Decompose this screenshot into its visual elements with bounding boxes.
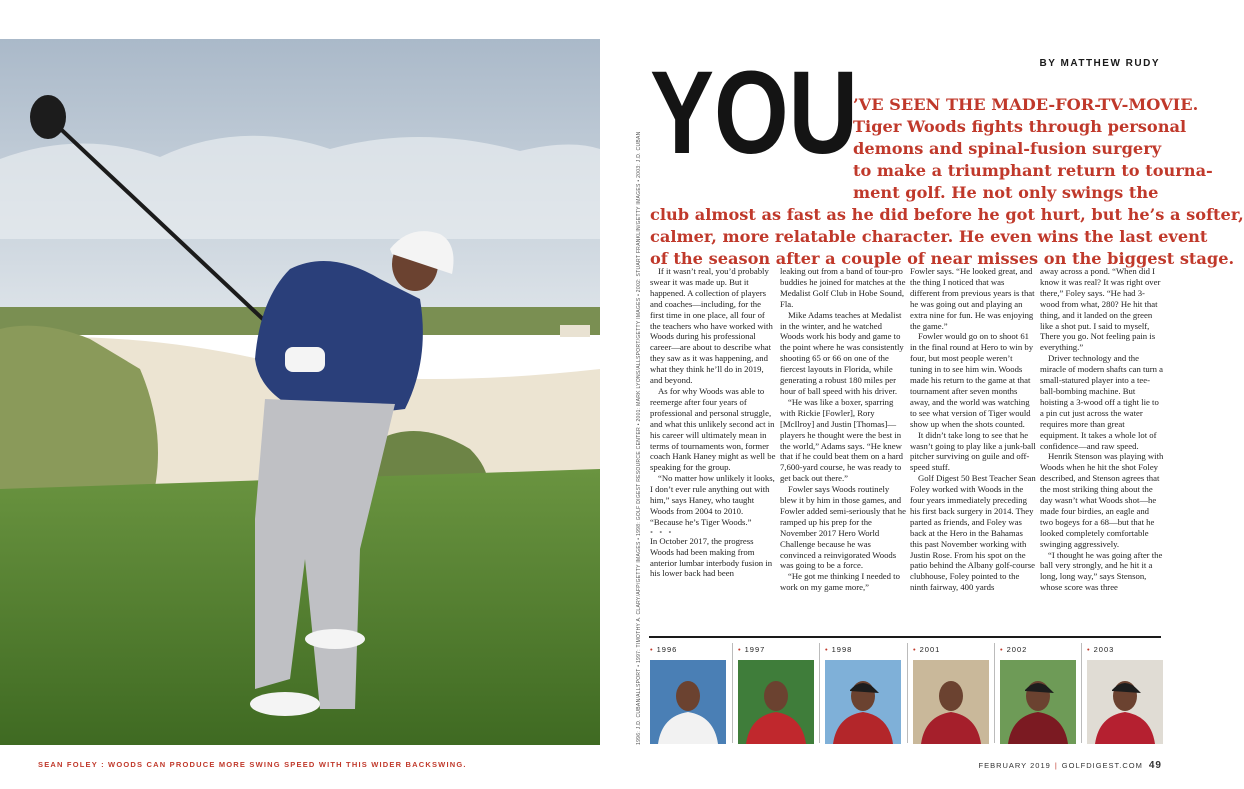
deck-line: calmer, more relatable character. He even wins the last event <box>650 227 1208 246</box>
driver-head <box>30 95 66 139</box>
golfer-shoe-left <box>305 629 365 649</box>
timeline-rule <box>649 636 1161 638</box>
website: GOLFDIGEST.COM <box>1061 761 1143 770</box>
paragraph: “He got me thinking I needed to work on my game more,” <box>780 571 900 593</box>
deck-line: ’VE SEEN THE MADE-FOR-TV-MOVIE. <box>853 95 1199 114</box>
bullet-icon: • <box>738 645 742 654</box>
golfer-shoe-right <box>250 692 320 716</box>
timeline-year-label: 2002 <box>1006 645 1028 654</box>
timeline-photo <box>913 660 989 744</box>
timeline-photo <box>650 660 726 744</box>
deck-line: to make a triumphant return to tourna- <box>853 161 1213 180</box>
body-column <box>910 266 1036 642</box>
paragraph: Driver technology and the miracle of modern shafts can turn a small-statured player into a tee-ball-bombing machine. But hoisting a 3-wood off a tight lie to a pin cut just across the water requires more than great equipment. It takes a whole lot of confidence—and raw speed. <box>1040 353 1164 451</box>
paragraph: It didn’t take long to see that he wasn’t going to play like a junk-ball pitcher surviving on guile and off-speed stuff. <box>910 429 1036 473</box>
hero-photo <box>0 39 600 745</box>
issue-date: FEBRUARY 2019 <box>978 761 1051 770</box>
timeline-year <box>1000 645 1076 657</box>
photo-caption: SEAN FOLEY : WOODS CAN PRODUCE MORE SWING SPEED WITH THIS WIDER BACKSWING. <box>38 760 467 769</box>
headline-big-word <box>650 35 860 179</box>
paragraph: Golf Digest 50 Best Teacher Sean Foley worked with Woods in the four years immediately preceding his first back surgery in 2014. They parted as friends, and Foley was back at the Hero in the Bahamas this past November working with Justin Rose. From his spot on the patio behind the Albany golf-course clubhouse, Foley pointed to the ninth fairway, 400 yards <box>910 473 1036 593</box>
folio <box>978 760 1162 771</box>
timeline-year-label: 1996 <box>656 645 678 654</box>
section-separator: • • • <box>650 526 674 537</box>
timeline-item <box>913 645 989 744</box>
byline: BY MATTHEW RUDY <box>1039 58 1160 69</box>
timeline-divider <box>994 643 995 743</box>
timeline-item <box>650 645 726 744</box>
bullet-icon: • <box>913 645 917 654</box>
timeline-item <box>738 645 814 744</box>
timeline-photo <box>825 660 901 744</box>
paragraph: Fowler would go on to shoot 61 in the final round at Hero to win by four, but most people weren’t tuning in to see him win. Woods made his return to the game at that tournament after seven months away, and the world was watching to see what version of Tiger would show up when the shots counted. <box>910 331 1034 429</box>
deck-line: club almost as fast as he did before he got hurt, but he’s a softer, <box>650 205 1244 224</box>
golfer-glove <box>285 347 325 372</box>
paragraph: As for why Woods was able to reemerge after four years of professional and personal struggle, and what this unlikely second act in his career will ultimately mean in terms of tournaments won, former coach Hank Haney might as well be speaking for the group. <box>650 385 776 473</box>
paragraph: “He was like a boxer, sparring with Rickie [Fowler], Rory [McIlroy] and Justin [Thomas]—players he thought were the best in the world,” Adams says. “He knew that if he could beat them on a hard 7,600-yard course, he was ready to get back out there.” <box>780 396 904 484</box>
photo-credits: 1996: J.D. CUBAN/ALLSPORT • 1997: TIMOTHY A. CLARY/AFP/GETTY IMAGES • 1998: GOLF DIGEST RESOURCE CENTER • 2001: MARK LYONS/ALLSPORT/GETTY IMAGES • 2002: STUART FRANKLIN/GETTY IMAGES • 2003: J.D. CUBAN <box>636 131 642 745</box>
timeline-year <box>913 645 989 657</box>
page-number: 49 <box>1148 760 1162 771</box>
paragraph: away across a pond. “When did I know it was real? It was right over there,” Foley says. “He had 3-wood from what, 280? He hit that thing, and it landed on the green like a shot put. I said to myself, There you go. Not feeling pain is everything.” <box>1040 266 1161 353</box>
body-column <box>1040 266 1164 642</box>
paragraph: Fowler says. “He looked great, and the thing I noticed that was different from previous years is that he was going out and playing an extra nine for fun. He was enjoying the game.” <box>910 266 1035 331</box>
timeline-photo <box>738 660 814 744</box>
timeline-divider <box>1081 643 1082 743</box>
bullet-icon: • <box>1087 645 1091 654</box>
bullet-icon: • <box>1000 645 1004 654</box>
paragraph: “No matter how unlikely it looks, I don’t ever rule anything out with him,” says Haney, who taught Woods from 2004 to 2010. “Because he’s Tiger Woods.” <box>650 473 775 527</box>
paragraph: “I thought he was going after the ball very strongly, and he hit it a long, long way,” says Stenson, whose score was three <box>1040 549 1163 593</box>
timeline-year <box>1087 645 1163 657</box>
timeline-divider <box>819 643 820 743</box>
bullet-icon: • <box>650 645 654 654</box>
folio-separator: | <box>1054 761 1058 770</box>
timeline-divider <box>732 643 733 743</box>
deck-line: Tiger Woods fights through personal <box>853 117 1187 136</box>
timeline-photo <box>1000 660 1076 744</box>
paragraph: If it wasn’t real, you’d probably swear it was made up. But it happened. A collection of players and coaches—including, for the first time in one place, all four of the teachers who have worked with Woods during his professional career—are about to describe what they saw as it was happening, and what they think he’ll do in 2019, and beyond. <box>650 266 773 386</box>
paragraph: Henrik Stenson was playing with Woods when he hit the shot Foley described, and Stenson agrees that the most striking thing about the day wasn’t what Woods shot—he made four birdies, an eagle and two bogeys for a 68—but that he looked completely comfortable swinging aggressively. <box>1040 451 1164 549</box>
clouds <box>0 136 600 239</box>
deck-line: demons and spinal-fusion surgery <box>853 139 1162 158</box>
paragraph: Fowler says Woods routinely blew it by him in those games, and Fowler added semi-seriously that he ramped up his prep for the November 2017 Hero World Challenge because he was convinced a reinvigorated Woods was going to be a force. <box>780 484 906 571</box>
timeline-year <box>650 645 726 657</box>
paragraph: In October 2017, the progress Woods had been making from anterior lumbar interbody fusion in his lower back had been <box>650 535 773 579</box>
timeline-divider <box>907 643 908 743</box>
timeline-item <box>1000 645 1076 744</box>
deck-line: of the season after a couple of near misses on the biggest stage. <box>650 249 1235 268</box>
paragraph: leaking out from a band of tour-pro buddies he joined for matches at the Medalist Golf Club in Hobe Sound, Fla. <box>780 266 906 309</box>
headline-big-word-text: YOU <box>650 47 858 179</box>
bullet-icon: • <box>825 645 829 654</box>
timeline-item <box>1087 645 1163 744</box>
clubhouse <box>560 325 590 337</box>
deck-line: ment golf. He not only swings the <box>853 183 1159 202</box>
timeline-year <box>825 645 901 657</box>
paragraph: Mike Adams teaches at Medalist in the winter, and he watched Woods work his body and game to the point where he was consistently shooting 65 or 66 on one of the fiercest layouts in Florida, while generating a robust 180 miles per hour of ball speed with his driver. <box>780 309 904 396</box>
timeline-year-label: 1997 <box>744 645 766 654</box>
body-column <box>780 266 906 642</box>
timeline-photo <box>1087 660 1163 744</box>
timeline-year-label: 2001 <box>919 645 941 654</box>
timeline-year-label: 1998 <box>831 645 853 654</box>
timeline-item <box>825 645 901 744</box>
timeline-year-label: 2003 <box>1093 645 1115 654</box>
timeline-year <box>738 645 814 657</box>
body-column <box>650 266 776 642</box>
